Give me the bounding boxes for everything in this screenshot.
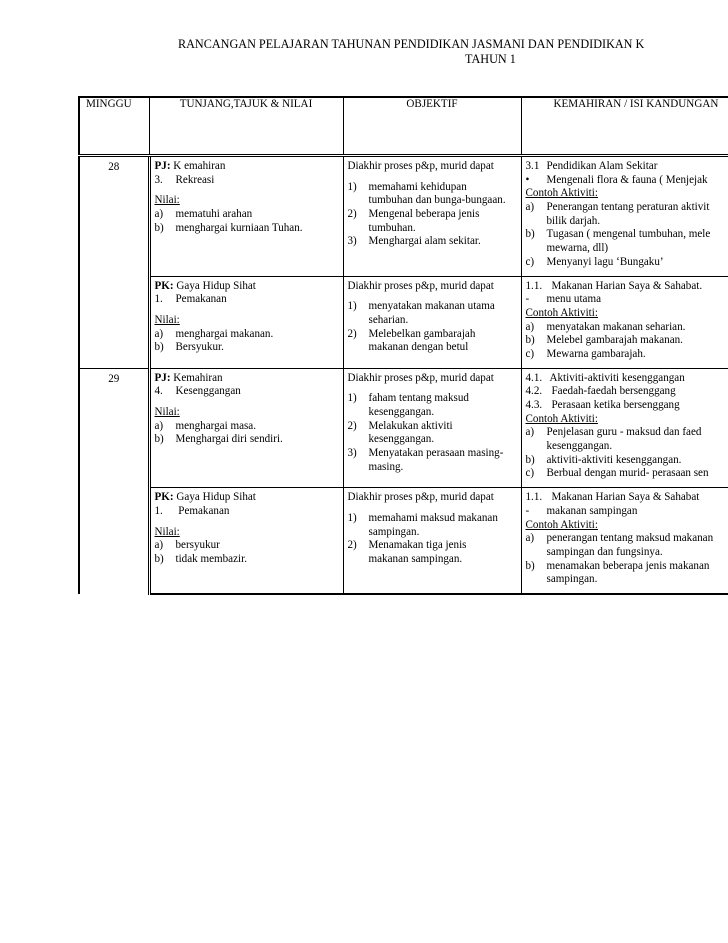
kemahiran-line-marker: 3.1 xyxy=(525,160,540,172)
kemahiran-line-text: aktiviti-aktiviti kesenggangan. xyxy=(546,453,682,466)
kemahiran-line-text: menu utama xyxy=(546,293,602,306)
objektif-cell xyxy=(343,276,521,368)
kemahiran-line-cont-text: sampingan. xyxy=(546,573,598,586)
contoh-aktiviti-label xyxy=(526,413,728,427)
nilai-item-text: mematuhi arahan xyxy=(175,208,253,221)
table-body xyxy=(79,156,728,594)
title-line-1: RANCANGAN PELAJARAN TAHUNAN PENDIDIKAN JASMANI DAN PENDIDIKAN K xyxy=(178,37,645,51)
contoh-aktiviti-label xyxy=(526,187,728,201)
kemahiran-line-marker: 4.3. xyxy=(525,399,543,411)
kemahiran-line-text: Makanan Harian Saya & Sahabat. xyxy=(551,279,703,292)
kemahiran-line-text: makanan sampingan xyxy=(546,504,638,517)
tunjang-topic-text: Pemakanan xyxy=(175,504,230,517)
objektif-item-marker: 1) xyxy=(347,300,357,313)
kemahiran-line xyxy=(526,256,728,270)
spacer xyxy=(348,385,517,392)
objektif-item-cont xyxy=(348,314,517,328)
kemahiran-line-marker: c) xyxy=(525,255,535,268)
table-row xyxy=(79,368,728,488)
header-tunjang: TUNJANG,TAJUK & NILAI xyxy=(149,97,343,156)
spacer xyxy=(348,505,517,512)
objektif-item-marker: 1) xyxy=(347,511,357,524)
tunjang-cell xyxy=(149,488,343,594)
objektif-item-cont xyxy=(348,406,517,420)
objektif-item-marker: 3) xyxy=(347,235,357,248)
kemahiran-line xyxy=(526,426,728,440)
kemahiran-line-cont-text: kesenggangan. xyxy=(546,440,613,453)
objektif-item-marker: 2) xyxy=(347,539,357,552)
kemahiran-line xyxy=(526,532,728,546)
week-number-cell: 29 xyxy=(79,368,149,594)
nilai-item-marker: b) xyxy=(154,221,164,234)
contoh-aktiviti-label-text: Contoh Aktiviti: xyxy=(525,187,598,200)
objektif-item-cont-text: sampingan. xyxy=(368,525,420,538)
objektif-item xyxy=(348,328,517,342)
kemahiran-line xyxy=(526,372,728,386)
tunjang-topic xyxy=(155,385,339,399)
nilai-label xyxy=(155,406,339,420)
kemahiran-line-marker: c) xyxy=(525,467,535,480)
objektif-item-text: Melakukan aktiviti xyxy=(368,419,453,432)
kemahiran-line-marker: 4.1. xyxy=(525,371,543,384)
objektif-item xyxy=(348,420,517,434)
kemahiran-line-text: Penerangan tentang peraturan aktivit xyxy=(546,201,710,214)
nilai-label xyxy=(155,526,339,540)
kemahiran-cell xyxy=(521,156,728,277)
kemahiran-line-text: Mewarna gambarajah. xyxy=(546,347,646,360)
tunjang-topic xyxy=(155,174,339,188)
objektif-item xyxy=(348,392,517,406)
tunjang-topic-text: Rekreasi xyxy=(175,173,215,186)
nilai-item xyxy=(155,341,339,355)
objektif-item-marker: 1) xyxy=(347,180,357,193)
nilai-label xyxy=(155,314,339,328)
header-minggu: MINGGU xyxy=(79,97,149,156)
nilai-item-text: menghargai masa. xyxy=(175,419,257,432)
kemahiran-line xyxy=(526,228,728,242)
objektif-item-text: memahami maksud makanan xyxy=(368,511,498,524)
tunjang-label: K emahiran xyxy=(170,160,226,172)
kemahiran-line xyxy=(526,334,728,348)
objektif-item-cont xyxy=(348,194,517,208)
objektif-item xyxy=(348,447,517,461)
nilai-item-text: menghargai makanan. xyxy=(175,327,274,340)
spacer xyxy=(155,399,339,406)
nilai-item-text: tidak membazir. xyxy=(175,552,247,565)
objektif-item-cont xyxy=(348,341,517,355)
objektif-intro-text: Diakhir proses p&p, murid dapat xyxy=(347,160,494,172)
kemahiran-line xyxy=(526,174,728,188)
kemahiran-cell xyxy=(521,488,728,594)
nilai-item-marker: b) xyxy=(154,341,164,354)
objektif-item-marker: 2) xyxy=(347,208,357,221)
kemahiran-line-text: Pendidikan Alam Sekitar xyxy=(546,160,658,172)
tunjang-code: PK: xyxy=(154,491,174,504)
kemahiran-line-marker: a) xyxy=(525,532,535,545)
objektif-item-text: Mengenal beberapa jenis xyxy=(368,208,480,221)
objektif-item xyxy=(348,181,517,195)
contoh-aktiviti-label xyxy=(526,307,728,321)
tunjang-heading xyxy=(155,160,339,174)
objektif-item-text: Menyatakan perasaan masing- xyxy=(368,447,504,460)
nilai-item xyxy=(155,539,339,553)
kemahiran-line-text: Makanan Harian Saya & Sahabat xyxy=(551,491,700,504)
objektif-item-cont-text: tumbuhan. xyxy=(368,221,416,234)
nilai-label xyxy=(155,194,339,208)
nilai-item-marker: a) xyxy=(154,327,164,340)
tunjang-cell xyxy=(149,368,343,488)
objektif-item-text: menyatakan makanan utama xyxy=(368,300,495,313)
kemahiran-line xyxy=(526,467,728,481)
objektif-item-text: faham tentang maksud xyxy=(368,392,469,405)
objektif-intro-text: Diakhir proses p&p, murid dapat xyxy=(347,491,494,504)
kemahiran-line xyxy=(526,560,728,574)
kemahiran-line-text: Penjelasan guru - maksud dan faed xyxy=(546,426,702,439)
kemahiran-line-cont xyxy=(526,440,728,454)
nilai-item-marker: b) xyxy=(154,552,164,565)
kemahiran-line-marker: - xyxy=(525,293,530,306)
contoh-aktiviti-label-text: Contoh Aktiviti: xyxy=(525,518,598,531)
kemahiran-line-marker: b) xyxy=(525,453,535,466)
table-row xyxy=(79,156,728,277)
tunjang-topic xyxy=(155,505,339,519)
table-row xyxy=(79,276,728,368)
objektif-item-cont xyxy=(348,526,517,540)
tunjang-heading xyxy=(155,372,339,386)
nilai-item-text: bersyukur xyxy=(175,539,220,552)
objektif-item-text: memahami kehidupan xyxy=(368,180,467,193)
objektif-item-marker: 2) xyxy=(347,419,357,432)
kemahiran-line-marker: a) xyxy=(525,320,535,333)
nilai-item xyxy=(155,433,339,447)
objektif-intro xyxy=(348,372,517,386)
kemahiran-line-marker: - xyxy=(525,504,530,517)
tunjang-topic-marker: 3. xyxy=(154,173,163,186)
kemahiran-line-marker: b) xyxy=(525,334,535,347)
objektif-item-cont xyxy=(348,553,517,567)
kemahiran-line xyxy=(526,201,728,215)
tunjang-heading xyxy=(155,491,339,505)
nilai-item xyxy=(155,208,339,222)
objektif-item-cont-text: masing. xyxy=(368,460,404,473)
objektif-item-text: Menghargai alam sekitar. xyxy=(368,235,481,248)
kemahiran-line-marker: b) xyxy=(525,228,535,241)
kemahiran-line-marker: a) xyxy=(525,426,535,439)
contoh-aktiviti-label-text: Contoh Aktiviti: xyxy=(525,412,598,425)
kemahiran-line-cont xyxy=(526,242,728,256)
objektif-item xyxy=(348,512,517,526)
objektif-cell xyxy=(343,488,521,594)
objektif-intro xyxy=(348,491,517,505)
objektif-item xyxy=(348,208,517,222)
nilai-item xyxy=(155,328,339,342)
objektif-intro-text: Diakhir proses p&p, murid dapat xyxy=(347,279,494,292)
nilai-item-marker: a) xyxy=(154,419,164,432)
objektif-item xyxy=(348,235,517,249)
tunjang-topic-marker: 1. xyxy=(154,504,163,517)
objektif-intro xyxy=(348,280,517,294)
tunjang-topic xyxy=(155,293,339,307)
objektif-item-cont xyxy=(348,461,517,475)
objektif-item-text: Melebelkan gambarajah xyxy=(368,327,476,340)
kemahiran-line xyxy=(526,160,728,174)
kemahiran-line-cont-text: bilik darjah. xyxy=(546,214,601,227)
objektif-item-cont-text: seharian. xyxy=(368,313,409,326)
tunjang-label: Kemahiran xyxy=(170,371,223,384)
kemahiran-line-marker: b) xyxy=(525,559,535,572)
objektif-item-cont-text: kesenggangan. xyxy=(368,406,435,418)
objektif-item-text: Menamakan tiga jenis xyxy=(368,539,467,552)
nilai-label-text: Nilai: xyxy=(154,406,180,418)
nilai-label-text: Nilai: xyxy=(154,194,180,207)
objektif-item-marker: 2) xyxy=(347,327,357,340)
objektif-intro-text: Diakhir proses p&p, murid dapat xyxy=(347,371,494,384)
tunjang-topic-marker: 4. xyxy=(154,385,163,398)
kemahiran-line xyxy=(526,454,728,468)
spacer xyxy=(155,519,339,526)
kemahiran-line-text: Aktiviti-aktiviti kesenggangan xyxy=(549,371,685,384)
nilai-label-text: Nilai: xyxy=(154,525,180,538)
tunjang-code: PJ: xyxy=(154,160,171,172)
kemahiran-line xyxy=(526,280,728,294)
kemahiran-line-text: Tugasan ( mengenal tumbuhan, mele xyxy=(546,228,711,241)
title-line-2: TAHUN 1 xyxy=(465,52,516,66)
objektif-item-cont xyxy=(348,433,517,447)
objektif-item xyxy=(348,300,517,314)
nilai-item-text: Menghargai diri sendiri. xyxy=(175,433,283,446)
kemahiran-line-cont-text: mewarna, dll) xyxy=(546,242,609,255)
spacer xyxy=(155,307,339,314)
kemahiran-line xyxy=(526,348,728,362)
kemahiran-line-marker: 4.2. xyxy=(525,385,543,398)
kemahiran-line-cont xyxy=(526,215,728,229)
objektif-item-cont-text: makanan sampingan. xyxy=(368,552,463,565)
nilai-item-marker: a) xyxy=(154,539,164,552)
kemahiran-line-marker: a) xyxy=(525,201,535,214)
kemahiran-line-text: Perasaan ketika bersenggang xyxy=(551,399,680,411)
kemahiran-line-text: menyatakan makanan seharian. xyxy=(546,320,686,333)
kemahiran-line-text: Melebel gambarajah makanan. xyxy=(546,334,683,347)
tunjang-heading xyxy=(155,280,339,294)
kemahiran-line-text: penerangan tentang maksud makanan xyxy=(546,532,714,545)
header-kemahiran: KEMAHIRAN / ISI KANDUNGAN xyxy=(521,97,728,156)
objektif-cell xyxy=(343,156,521,277)
nilai-label-text: Nilai: xyxy=(154,313,180,326)
spacer xyxy=(155,187,339,194)
document-title xyxy=(178,37,728,67)
kemahiran-line-cont xyxy=(526,546,728,560)
table-header-row xyxy=(79,97,728,156)
contoh-aktiviti-label xyxy=(526,519,728,533)
kemahiran-line xyxy=(526,293,728,307)
table-row xyxy=(79,488,728,594)
nilai-item-marker: b) xyxy=(154,433,164,446)
tunjang-label: Gaya Hidup Sihat xyxy=(173,279,256,292)
kemahiran-line-cont-text: sampingan dan fungsinya. xyxy=(546,545,663,558)
nilai-item-text: menghargai kurniaan Tuhan. xyxy=(175,221,303,234)
objektif-cell xyxy=(343,368,521,488)
header-objektif: OBJEKTIF xyxy=(343,97,521,156)
tunjang-topic-text: Pemakanan xyxy=(175,293,227,306)
nilai-item-text: Bersyukur. xyxy=(175,341,224,354)
objektif-item xyxy=(348,539,517,553)
nilai-item xyxy=(155,553,339,567)
kemahiran-line-text: Mengenali flora & fauna ( Menjejak xyxy=(546,173,708,186)
kemahiran-line xyxy=(526,321,728,335)
tunjang-label: Gaya Hidup Sihat xyxy=(173,491,256,504)
tunjang-topic-text: Kesenggangan xyxy=(175,385,241,398)
lesson-plan-table xyxy=(78,96,728,595)
tunjang-code: PK: xyxy=(154,279,174,292)
nilai-item xyxy=(155,222,339,236)
kemahiran-line xyxy=(526,399,728,413)
tunjang-topic-marker: 1. xyxy=(154,293,163,306)
objektif-item-marker: 1) xyxy=(347,392,357,405)
kemahiran-line-text: Berbual dengan murid- perasaan sen xyxy=(546,467,709,480)
spacer xyxy=(348,174,517,181)
kemahiran-line-cont xyxy=(526,573,728,587)
kemahiran-cell xyxy=(521,368,728,488)
kemahiran-line-text: Menyanyi lagu ‘Bungaku’ xyxy=(546,255,664,268)
kemahiran-line xyxy=(526,491,728,505)
kemahiran-line-marker: 1.1. xyxy=(525,491,543,504)
objektif-item-marker: 3) xyxy=(347,447,357,460)
kemahiran-line-marker: 1.1. xyxy=(525,279,543,292)
kemahiran-line-text: Faedah-faedah bersenggang xyxy=(551,385,676,398)
nilai-item-marker: a) xyxy=(154,208,164,221)
objektif-item-cont xyxy=(348,222,517,236)
tunjang-cell xyxy=(149,156,343,277)
tunjang-cell xyxy=(149,276,343,368)
kemahiran-line xyxy=(526,385,728,399)
spacer xyxy=(348,293,517,300)
objektif-item-cont-text: kesenggangan. xyxy=(368,433,435,446)
kemahiran-line-marker: • xyxy=(525,173,530,186)
objektif-intro xyxy=(348,160,517,174)
kemahiran-line-marker: c) xyxy=(525,347,535,360)
kemahiran-cell xyxy=(521,276,728,368)
objektif-item-cont-text: makanan dengan betul xyxy=(368,341,469,354)
nilai-item xyxy=(155,420,339,434)
kemahiran-line xyxy=(526,505,728,519)
objektif-item-cont-text: tumbuhan dan bunga-bungaan. xyxy=(368,194,506,207)
contoh-aktiviti-label-text: Contoh Aktiviti: xyxy=(525,306,598,319)
kemahiran-line-text: menamakan beberapa jenis makanan xyxy=(546,559,710,572)
week-number-cell: 28 xyxy=(79,156,149,369)
tunjang-code: PJ: xyxy=(154,371,171,384)
